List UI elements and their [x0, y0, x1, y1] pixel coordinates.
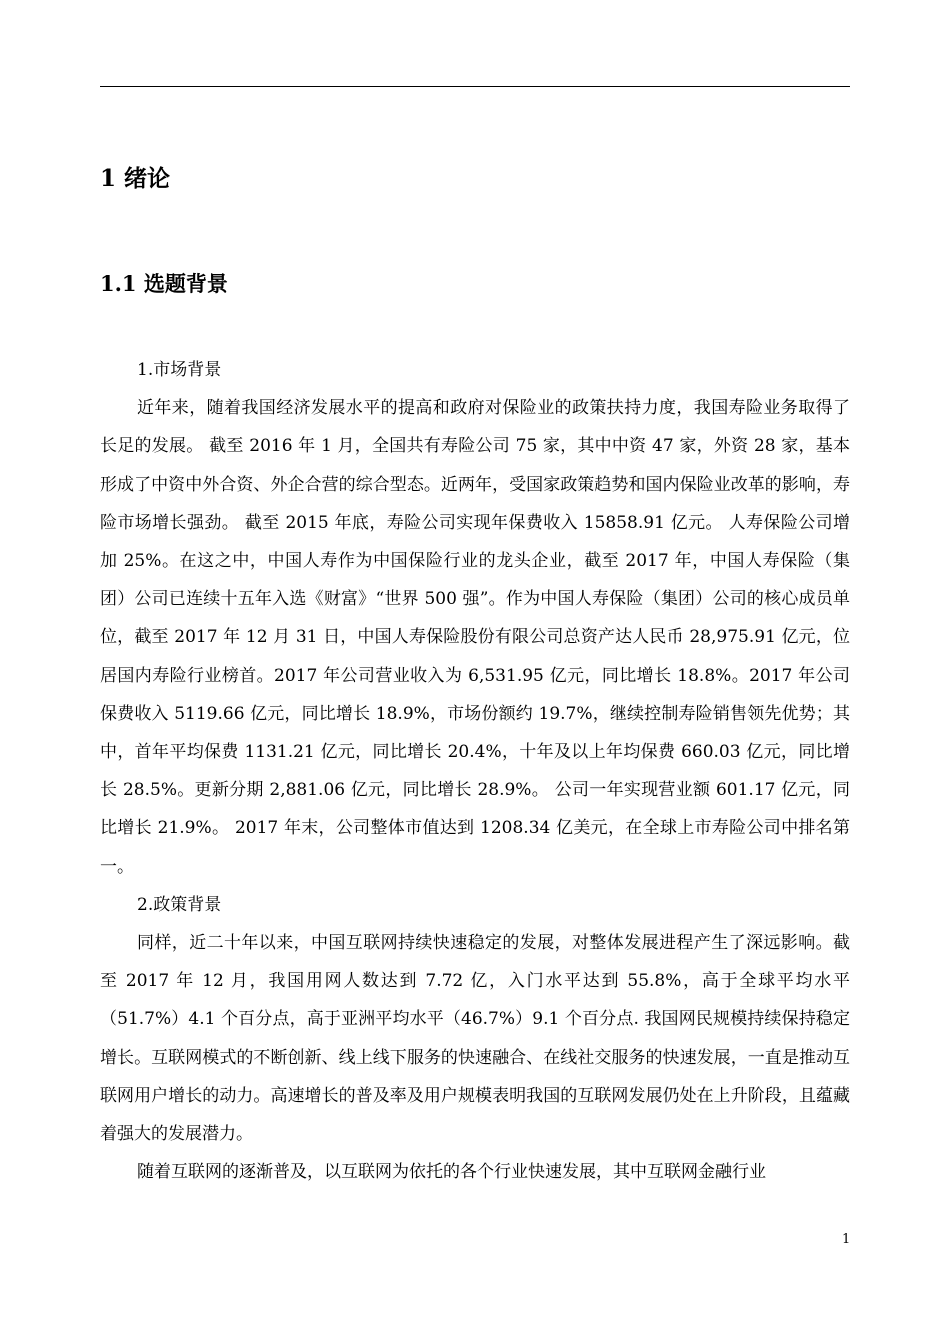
chapter-title: 1 绪论: [100, 165, 171, 192]
page-number: 1: [842, 1232, 851, 1247]
body-text: [100, 351, 850, 1191]
paragraph-market-background: 近年来，随着我国经济发展水平的提高和政府对保险业的政策扶持力度，我国寿险业务取得了长足的发展。 截至 2016 年 1 月，全国共有寿险公司 75 家，其中中资 47 家，外资 28 家，基本形成了中资中外合资、外企合营的综合型态。近两年，受国家政策趋势和国内保险业改革的影响，寿险市场增长强劲。 截至 2015 年底，寿险公司实现年保费收入 15858.91 亿元。 人寿保险公司增加 25%。在这之中，中国人寿作为中国保险行业的龙头企业，截至 2017 年，中国人寿保险（集团）公司已连续十五年入选《财富》“世界 500 强”。作为中国人寿保险（集团）公司的核心成员单位，截至 2017 年 12 月 31 日，中国人寿保险股份有限公司总资产达人民币 28,975.91 亿元，位居国内寿险行业榜首。2017 年公司营业收入为 6,531.95 亿元，同比增长 18.8%。2017 年公司保费收入 5119.66 亿元，同比增长 18.9%，市场份额约 19.7%，继续控制寿险销售领先优势；其中，首年平均保费 1131.21 亿元，同比增长 20.4%，十年及以上年均保费 660.03 亿元，同比增长 28.5%。更新分期 2,881.06 亿元，同比增长 28.9%。 公司一年实现营业额 601.17 亿元，同比增长 21.9%。 2017 年末，公司整体市值达到 1208.34 亿美元，在全球上市寿险公司中排名第一。: [100, 398, 850, 877]
subheading-policy-background: 2.政策背景: [137, 894, 222, 915]
header-rule: [100, 86, 850, 87]
paragraph-internet-finance: 随着互联网的逐渐普及，以互联网为依托的各个行业快速发展，其中互联网金融行业: [137, 1162, 766, 1183]
paragraph-policy-background: 同样，近二十年以来，中国互联网持续快速稳定的发展，对整体发展进程产生了深远影响。截至 2017 年 12 月，我国用网人数达到 7.72 亿，入门水平达到 55.8%，高于全球平均水平（51.7%）4.1 个百分点，高于亚洲平均水平（46.7%）9.1 个百分点. 我国网民规模持续保持稳定增长。互联网模式的不断创新、线上线下服务的快速融合、在线社交服务的快速发展，一直是推动互联网用户增长的动力。高速增长的普及率及用户规模表明我国的互联网发展仍处在上升阶段，且蕴藏着强大的发展潜力。: [100, 933, 850, 1145]
subheading-market-background: 1.市场背景: [137, 360, 222, 380]
section-title: 1.1 选题背景: [100, 271, 228, 296]
